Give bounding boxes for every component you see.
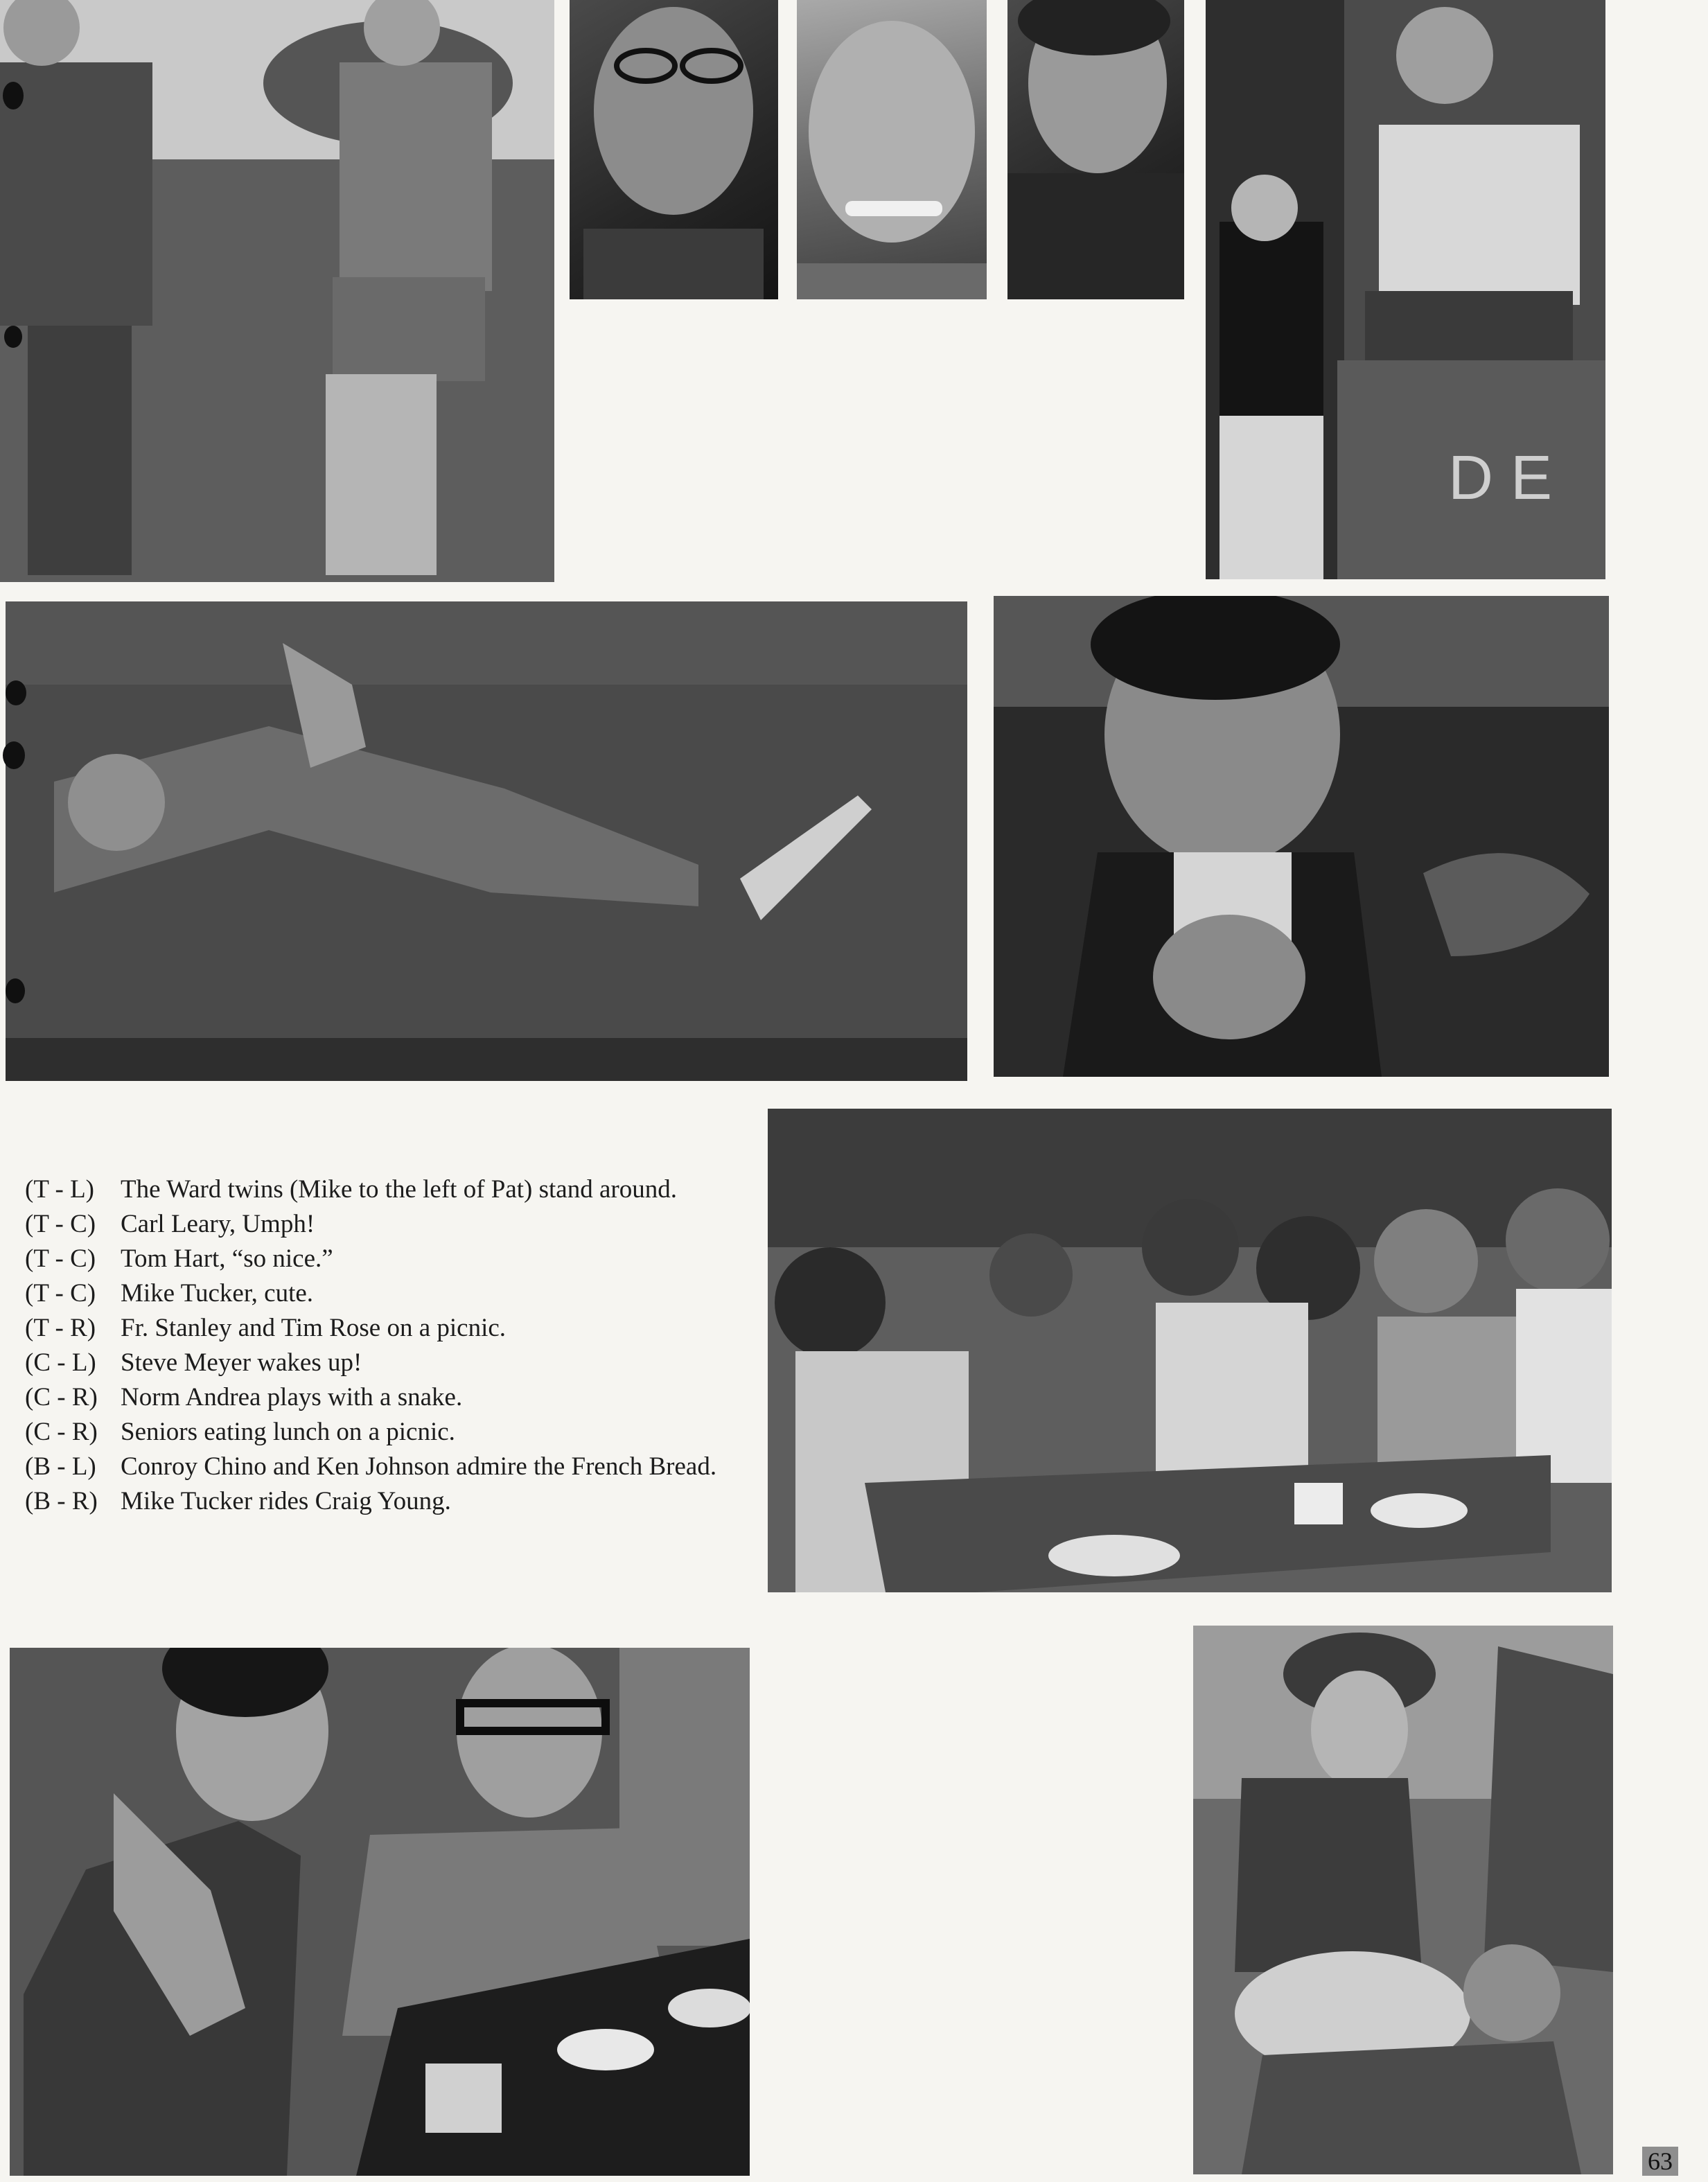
photo-fr-stanley-tim-rose xyxy=(1206,0,1605,579)
photo-steve-meyer xyxy=(6,601,967,1081)
photo-conroy-chino-ken-johnson xyxy=(10,1648,750,2176)
photo-mike-tucker-craig-young xyxy=(1193,1626,1613,2174)
photo-mike-tucker xyxy=(1007,0,1184,299)
caption-item: (B - L) Conroy Chino and Ken Johnson admire the French Bread. xyxy=(25,1452,717,1481)
photo-tom-hart xyxy=(797,0,987,299)
binder-hole-mark xyxy=(3,741,25,769)
photo-carl-leary xyxy=(570,0,778,299)
svg-text:D E: D E xyxy=(1448,443,1553,513)
binder-hole-mark xyxy=(6,680,26,705)
photo-seniors-lunch xyxy=(768,1109,1612,1592)
caption-item: (T - C) Carl Leary, Umph! xyxy=(25,1210,315,1238)
caption-list xyxy=(25,1172,718,1519)
caption-item: (C - L) Steve Meyer wakes up! xyxy=(25,1348,362,1377)
caption-item: (C - R) Seniors eating lunch on a picnic. xyxy=(25,1418,455,1446)
binder-hole-mark xyxy=(4,326,22,348)
page-number: 63 xyxy=(1642,2147,1678,2176)
caption-item: (T - R) Fr. Stanley and Tim Rose on a picnic. xyxy=(25,1314,507,1342)
caption-item: (T - C) Mike Tucker, cute. xyxy=(25,1279,314,1308)
caption-item: (T - L) The Ward twins (Mike to the left of Pat) stand around. xyxy=(25,1175,677,1204)
photo-ward-twins xyxy=(0,0,554,582)
binder-hole-mark xyxy=(3,82,24,109)
caption-item: (B - R) Mike Tucker rides Craig Young. xyxy=(25,1487,451,1515)
photo-norm-andrea xyxy=(994,596,1609,1077)
caption-item: (C - R) Norm Andrea plays with a snake. xyxy=(25,1383,463,1411)
binder-hole-mark xyxy=(6,978,25,1003)
caption-item: (T - C) Tom Hart, “so nice.” xyxy=(25,1244,333,1273)
